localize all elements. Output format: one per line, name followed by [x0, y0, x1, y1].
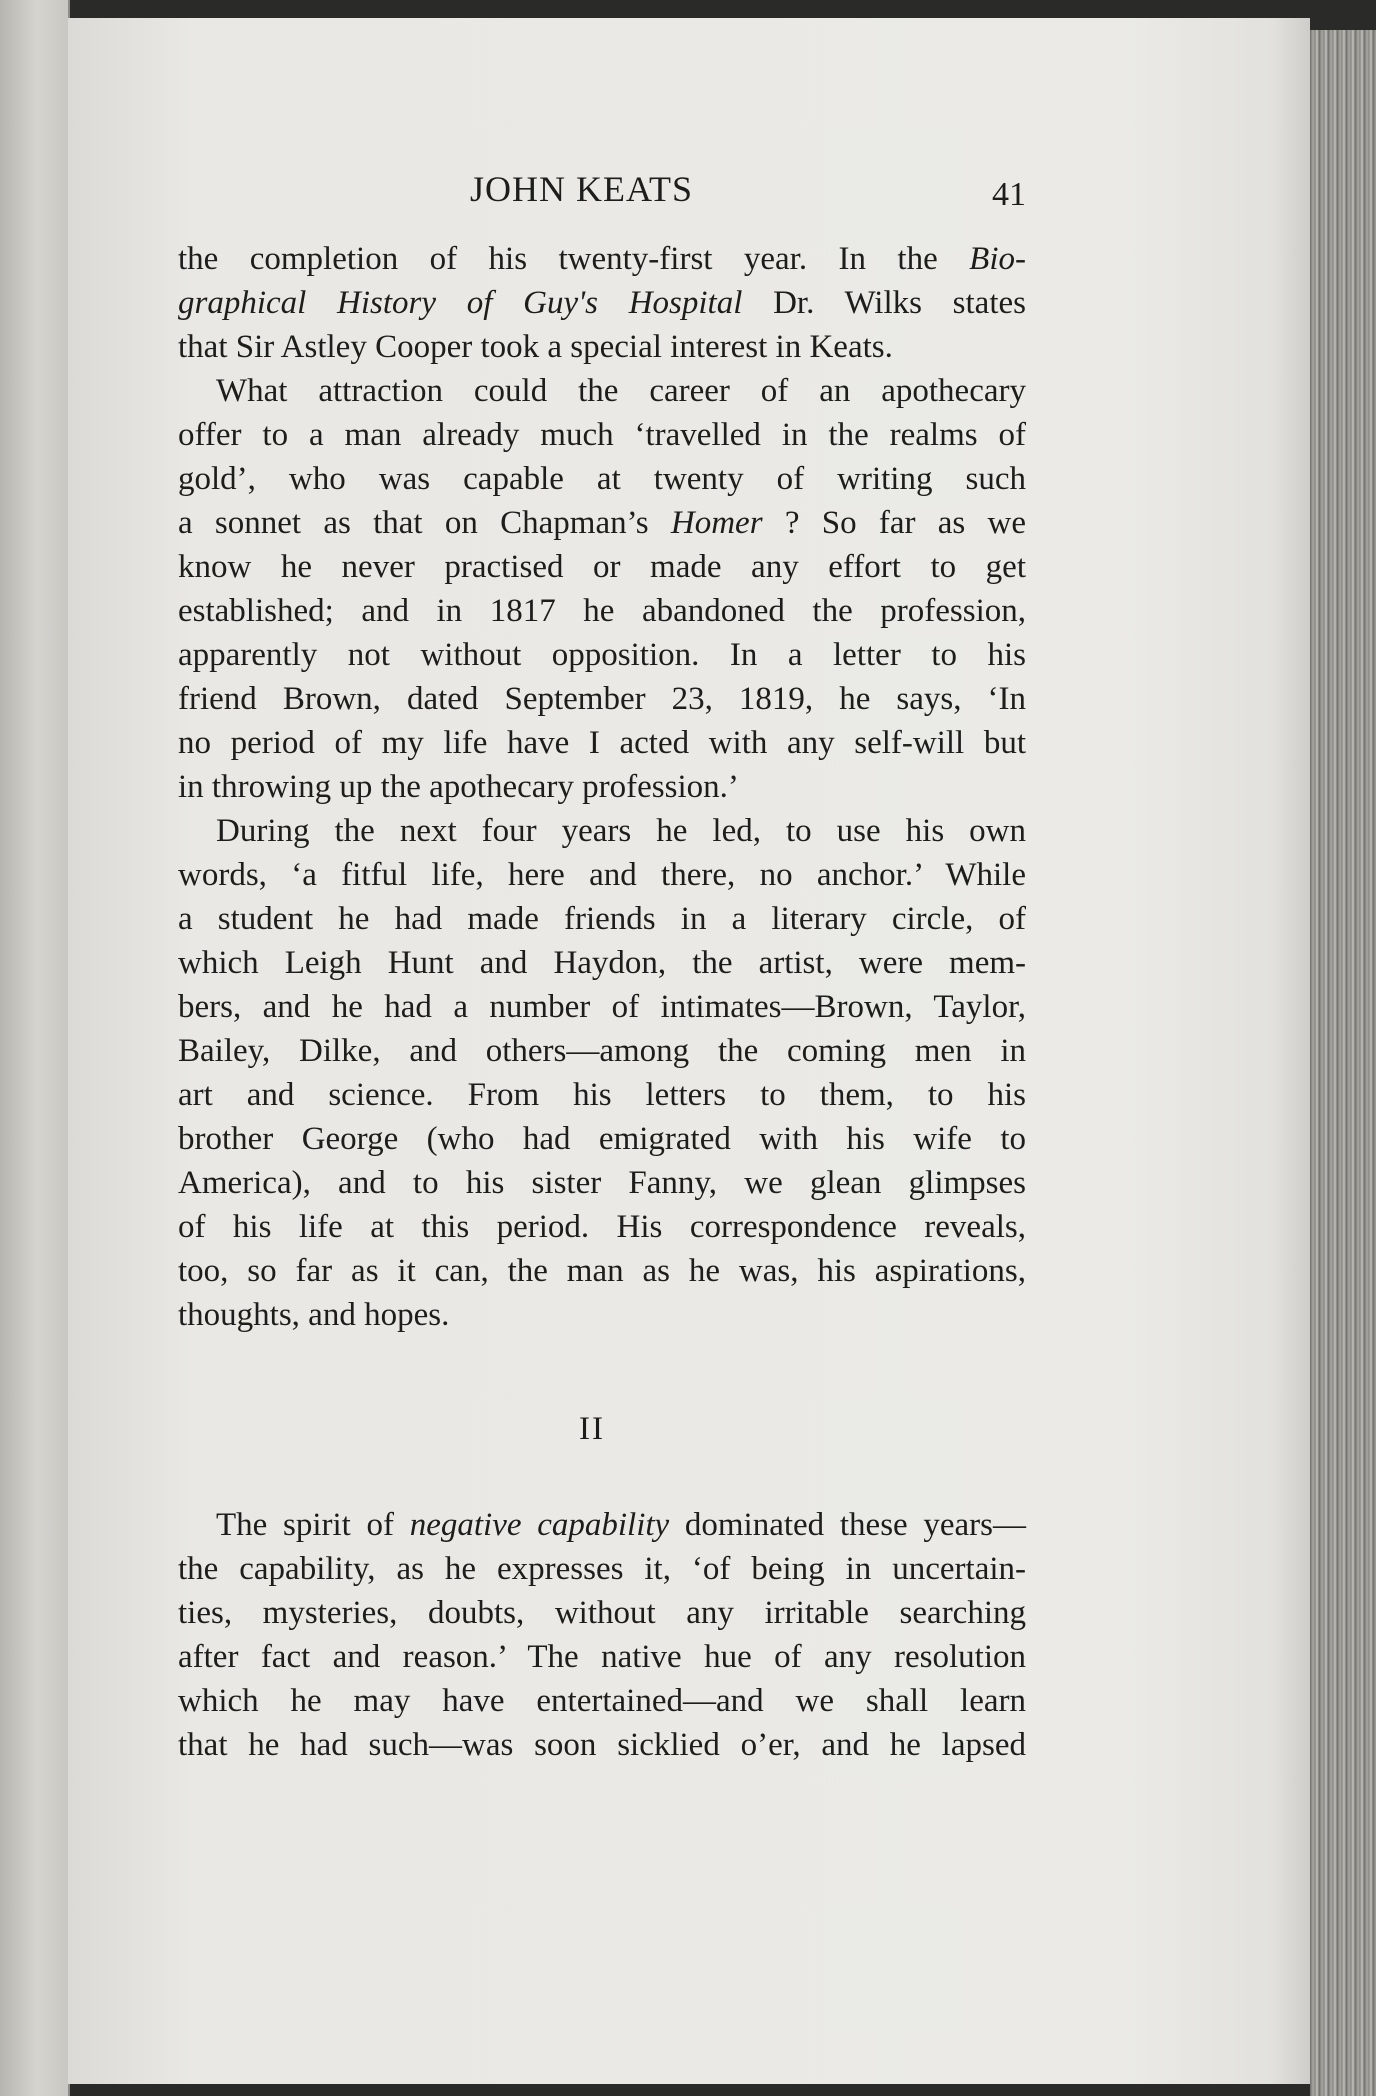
section-spacer — [178, 1337, 1026, 1407]
running-head — [180, 168, 1040, 218]
text-line: which Leigh Hunt and Haydon, the artist, were mem- — [178, 945, 1026, 981]
text-line: brother George (who had emigrated with his wife to — [178, 1121, 1026, 1157]
text-line: Bailey, Dilke, and others—among the coming men in — [178, 1033, 1026, 1069]
page-number: 41 — [992, 176, 1026, 213]
text-line: a sonnet as that on Chapman’s Homer ? So far as we — [178, 505, 1026, 541]
text-line: America), and to his sister Fanny, we glean glimpses — [178, 1165, 1026, 1201]
text-line: ties, mysteries, doubts, without any irritable searching — [178, 1595, 1026, 1631]
text-line: that he had such—was soon sicklied o’er, and he lapsed — [178, 1727, 1026, 1763]
text-line: the completion of his twenty-first year. In the Bio- — [178, 241, 1026, 277]
text-line: know he never practised or made any effort to get — [178, 549, 1026, 585]
page-edges — [1310, 30, 1376, 2096]
text-line: During the next four years he led, to use his own — [216, 813, 1026, 849]
text-line: bers, and he had a number of intimates—Brown, Taylor, — [178, 989, 1026, 1025]
text-line: words, ‘a fitful life, here and there, no anchor.’ While — [178, 857, 1026, 893]
text-line: too, so far as it can, the man as he was, his aspirations, — [178, 1253, 1026, 1289]
text-line: What attraction could the career of an apothecary — [216, 373, 1026, 409]
text-line: graphical History of Guy's Hospital Dr. Wilks states — [178, 285, 1026, 321]
text-line: the capability, as he expresses it, ‘of being in uncertain- — [178, 1551, 1026, 1587]
text-line: established; and in 1817 he abandoned the profession, — [178, 593, 1026, 629]
text-line: offer to a man already much ‘travelled in the realms of — [178, 417, 1026, 453]
body-text — [178, 237, 1026, 1767]
text-line: no period of my life have I acted with any self-will but — [178, 725, 1026, 761]
running-head-title: JOHN KEATS — [470, 169, 694, 209]
left-page-edge — [0, 0, 70, 2096]
section-heading: II — [579, 1411, 605, 1447]
text-line: a student he had made friends in a literary circle, of — [178, 901, 1026, 937]
text-line: that Sir Astley Cooper took a special interest in Keats. — [178, 329, 893, 365]
text-line: friend Brown, dated September 23, 1819, he says, ‘In — [178, 681, 1026, 717]
text-line: gold’, who was capable at twenty of writing such — [178, 461, 1026, 497]
text-line: after fact and reason.’ The native hue of any resolution — [178, 1639, 1026, 1675]
section-spacer — [178, 1451, 1026, 1503]
text-line: apparently not without opposition. In a letter to his — [178, 637, 1026, 673]
text-line: in throwing up the apothecary profession.’ — [178, 769, 739, 805]
text-line: of his life at this period. His correspondence reveals, — [178, 1209, 1026, 1245]
text-line: thoughts, and hopes. — [178, 1297, 450, 1333]
text-line: which he may have entertained—and we shall learn — [178, 1683, 1026, 1719]
text-line: The spirit of negative capability dominated these years— — [216, 1507, 1027, 1543]
text-line: art and science. From his letters to them, to his — [178, 1077, 1026, 1113]
